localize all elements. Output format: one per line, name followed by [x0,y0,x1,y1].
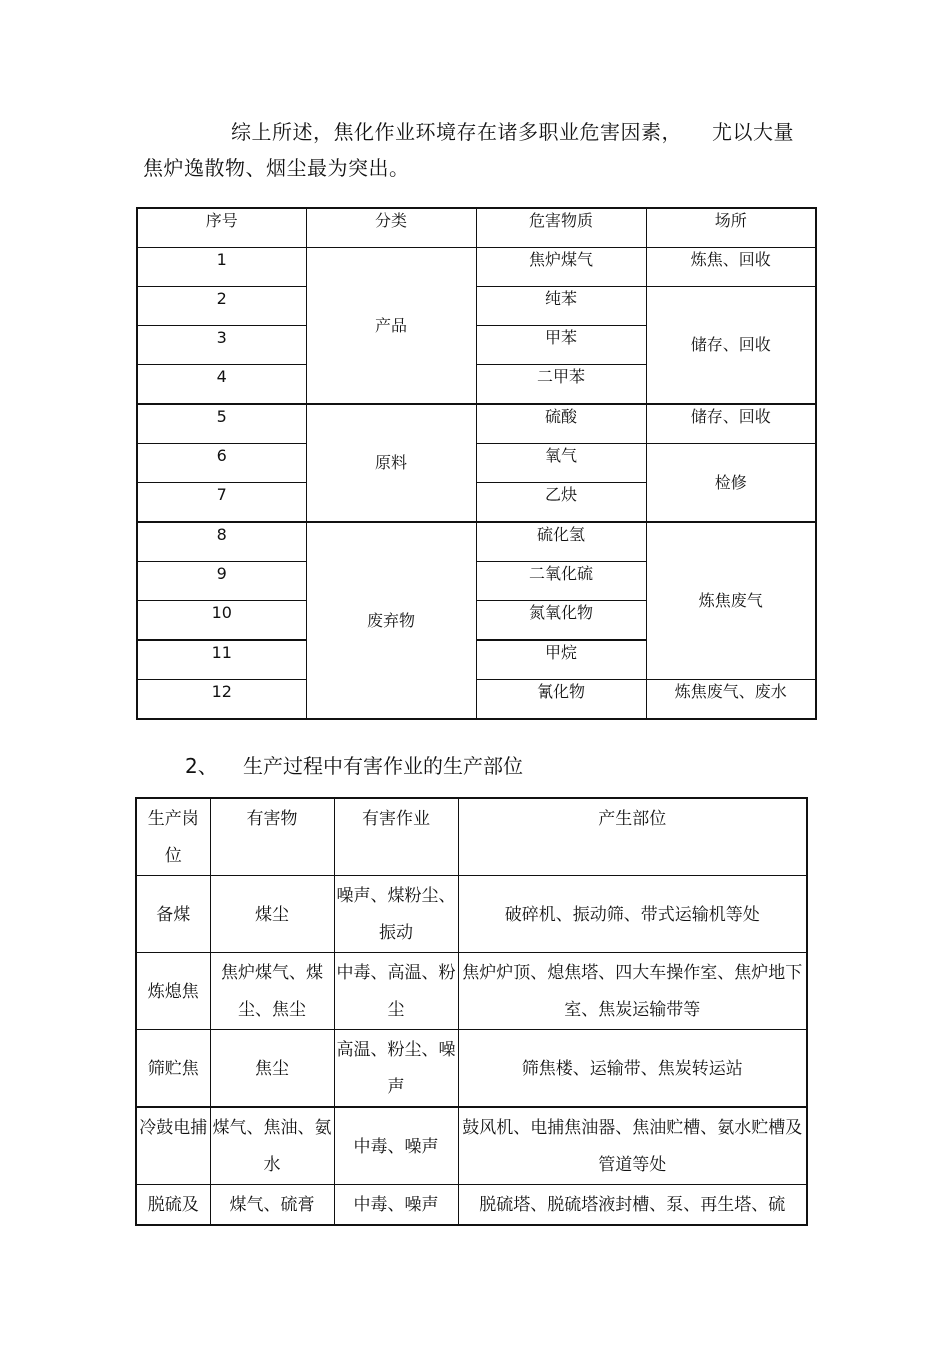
place-cell: 炼焦废气 [646,522,816,680]
row-index: 8 [137,522,306,562]
section-number: 2、 [185,754,218,778]
table-row [137,404,816,444]
operation-cell: 噪声、煤粉尘、振动 [334,876,458,953]
intro-text-2: 尤以大量焦炉逸散物、烟尘最为突出。 [143,120,794,180]
header-category: 分类 [306,208,476,248]
substance-cell: 硫化氢 [476,522,646,562]
substance-cell: 甲苯 [476,326,646,365]
row-index: 3 [137,326,306,365]
place-cell: 储存、回收 [646,287,816,405]
table-row [137,680,816,720]
location-cell: 焦炉炉顶、熄焦塔、四大车操作室、焦炉地下室、焦炭运输带等 [458,953,807,1030]
place-cell: 检修 [646,444,816,523]
operation-cell: 高温、粉尘、噪声 [334,1030,458,1108]
location-cell: 鼓风机、电捕焦油器、焦油贮槽、氨水贮槽及管道等处 [458,1107,807,1185]
operation-cell: 中毒、高温、粉尘 [334,953,458,1030]
hazard-cell: 煤尘 [210,876,334,953]
hazard-cell: 焦炉煤气、煤尘、焦尘 [210,953,334,1030]
hazard-operation-table [135,797,808,1226]
location-cell: 破碎机、振动筛、带式运输机等处 [458,876,807,953]
hazard-cell: 煤气、焦油、氨水 [210,1107,334,1185]
row-index: 10 [137,601,306,641]
intro-paragraph [143,114,813,186]
table-row [137,522,816,562]
row-index: 4 [137,365,306,405]
table-row [136,876,807,953]
table-header-row [137,208,816,248]
row-index: 6 [137,444,306,483]
section-title: 生产过程中有害作业的生产部位 [243,754,523,778]
row-index: 1 [137,248,306,287]
hazard-substance-table [136,207,817,720]
post-cell: 冷鼓电捕 [136,1107,210,1185]
category-cell: 废弃物 [306,522,476,719]
substance-cell: 二氧化硫 [476,562,646,601]
row-index: 12 [137,680,306,720]
table-row [137,444,816,483]
row-index: 9 [137,562,306,601]
location-cell: 筛焦楼、运输带、焦炭转运站 [458,1030,807,1108]
post-cell: 备煤 [136,876,210,953]
table-row [136,953,807,1030]
operation-cell: 中毒、噪声 [334,1107,458,1185]
post-cell: 筛贮焦 [136,1030,210,1108]
header-post: 生产岗位 [136,798,210,876]
substance-cell: 纯苯 [476,287,646,326]
header-hazard: 有害物 [210,798,334,876]
row-index: 2 [137,287,306,326]
table-row [137,287,816,326]
substance-cell: 氧气 [476,444,646,483]
header-substance: 危害物质 [476,208,646,248]
substance-cell: 硫酸 [476,404,646,444]
row-index: 7 [137,483,306,523]
table-row [136,1185,807,1226]
operation-cell: 中毒、噪声 [334,1185,458,1226]
substance-cell: 乙炔 [476,483,646,523]
header-location: 产生部位 [458,798,807,876]
location-cell: 脱硫塔、脱硫塔液封槽、泵、再生塔、硫 [458,1185,807,1226]
table-row [136,1107,807,1185]
intro-text-1: 综上所述，焦化作业环境存在诸多职业危害因素， [231,120,682,144]
header-index: 序号 [137,208,306,248]
place-cell: 炼焦、回收 [646,248,816,287]
category-cell: 产品 [306,248,476,405]
header-operation: 有害作业 [334,798,458,876]
table-row [137,248,816,287]
row-index: 5 [137,404,306,444]
category-cell: 原料 [306,404,476,522]
table-header-row [136,798,807,876]
substance-cell: 甲烷 [476,640,646,680]
hazard-cell: 煤气、硫膏 [210,1185,334,1226]
table-row [136,1030,807,1108]
substance-cell: 氮氧化物 [476,601,646,641]
header-place: 场所 [646,208,816,248]
section-heading [185,751,523,781]
row-index: 11 [137,640,306,680]
post-cell: 脱硫及 [136,1185,210,1226]
post-cell: 炼熄焦 [136,953,210,1030]
substance-cell: 氰化物 [476,680,646,720]
place-cell: 炼焦废气、废水 [646,680,816,720]
substance-cell: 焦炉煤气 [476,248,646,287]
substance-cell: 二甲苯 [476,365,646,405]
place-cell: 储存、回收 [646,404,816,444]
hazard-cell: 焦尘 [210,1030,334,1108]
